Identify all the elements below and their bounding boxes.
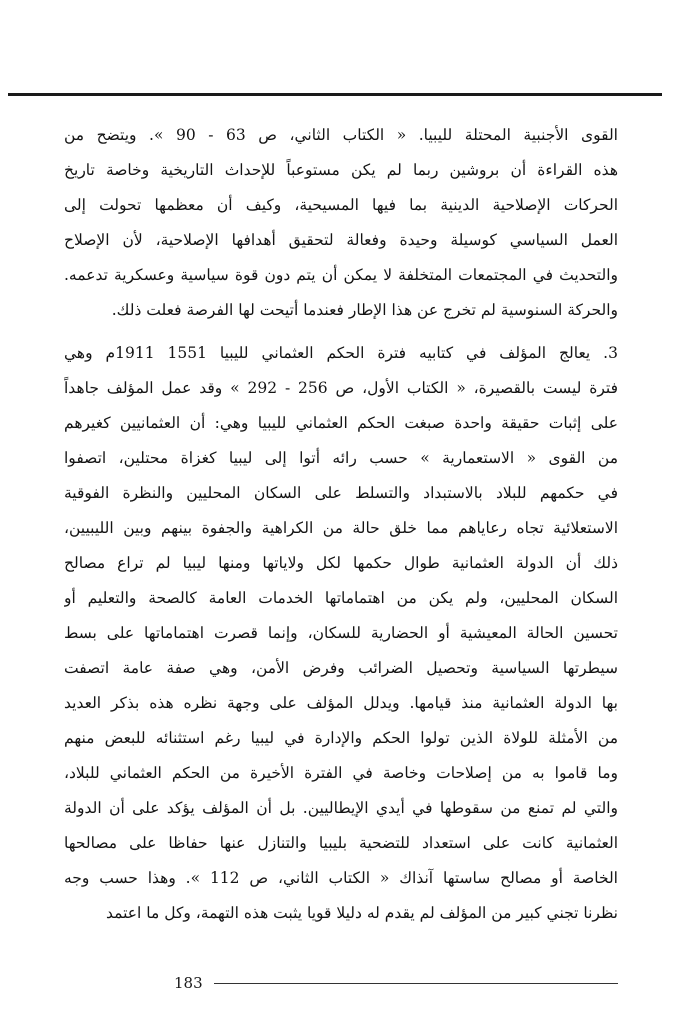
text-line: السكان المحليين، ولم يكن من اهتماماتها الخدمات العامة كالصحة والتعليم أو [64, 589, 618, 607]
text-line: العثمانية كانت على استعداد للتضحية بليبيا والتنازل عنها حفاظا على مصالحها [64, 834, 618, 852]
text-line: فترة ليست بالقصيرة، « الكتاب الأول، ص 256 - 292 » وقد عمل المؤلف جاهداً [64, 379, 618, 397]
text-line: والحركة السنوسية لم تخرج عن هذا الإطار فعندما أتيحت لها الفرصة فعلت ذلك. [111, 301, 618, 319]
footer-rule [214, 983, 618, 984]
text-line: نظرنا تجني كبير من المؤلف لم يقدم له دليلا قويا يثبت هذه التهمة، وكل ما اعتمد [106, 904, 618, 922]
text-line: الحركات الإصلاحية الدينية بما فيها المسيحية، وكيف أن معظمها تحولت إلى [64, 196, 618, 214]
text-line: والتحديث في المجتمعات المتخلفة لا يمكن أن يتم دون قوة سياسية وعسكرية تدعمه. [64, 266, 618, 284]
header-rule [8, 93, 662, 96]
text-line: من القوى « الاستعمارية » حسب رائه أتوا إلى ليبيا كغزاة محتلين، اتصفوا [64, 449, 618, 467]
text-line: والتي لم تمنع من سقوطها في أيدي الإيطاليين. بل أن المؤلف يؤكد على أن الدولة [64, 799, 618, 817]
text-line: العمل السياسي كوسيلة وحيدة وفعالة لتحقيق أهدافها الإصلاحية، لأن الإصلاح [64, 231, 618, 249]
text-line: سيطرتها السياسية وتحصيل الضرائب وفرض الأمن، وهي صفة عامة اتصفت [64, 659, 618, 677]
text-line: ذلك أن الدولة العثمانية طوال حكمها لكل ولاياتها ومنها ليبيا لم تراع مصالح [64, 554, 618, 572]
page-number: 183 [174, 974, 203, 992]
page-footer [0, 968, 676, 998]
text-line: هذه القراءة أن بروشين ربما لم يكن مستوعباً للإحداث التاريخية وخاصة تاريخ [64, 161, 618, 179]
text-line: تحسين الحالة المعيشية أو الحضارية للسكان، وإنما قصرت اهتماماتها على بسط [64, 624, 618, 642]
text-line: في حكمهم للبلاد بالاستبداد والتسلط على السكان المحليين والنظرة الفوقية [64, 484, 618, 502]
text-line: وما قاموا به من إصلاحات وخاصة في الفترة الأخيرة من الحكم العثماني للبلاد، [64, 764, 618, 782]
text-line: القوى الأجنبية المحتلة لليبيا. « الكتاب الثاني، ص 63 - 90 ». ويتضح من [64, 126, 618, 144]
page-body-text [64, 118, 618, 931]
paragraph-gap [64, 328, 618, 336]
text-line: الخاصة أو مصالح ساستها آنذاك « الكتاب الثاني، ص 112 ». وهذا حسب وجه [64, 869, 618, 887]
text-line: بها الدولة العثمانية منذ قيامها. ويدلل المؤلف على وجهة نظره هذه بذكر العديد [64, 694, 618, 712]
text-line: على إثبات حقيقة واحدة صبغت الحكم العثماني لليبيا وهي: أن العثمانيين كغيرهم [64, 414, 618, 432]
text-line: الاستعلائية تجاه رعاياهم مما خلق حالة من الكراهية والجفوة بينهم وبين الليبيين، [64, 519, 618, 537]
text-line: 3. يعالج المؤلف في كتابيه فترة الحكم العثماني لليبيا 1551 1911م وهي [64, 344, 618, 362]
text-line: من الأمثلة للولاة الذين تولوا الحكم والإدارة في ليبيا رغم استثنائه للبعض منهم [64, 729, 618, 747]
